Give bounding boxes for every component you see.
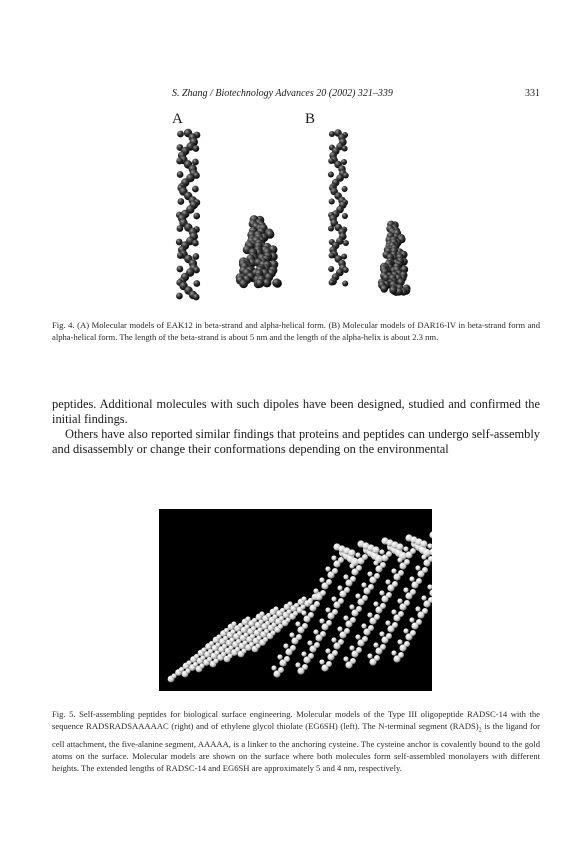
figure-5-caption: [52, 708, 540, 775]
figure-4-caption: Fig. 4. (A) Molecular models of EAK12 in beta-strand and alpha-helical form. (B) Molecular models of DAR16-IV in beta-strand form and alpha-helical form. The length of the beta-strand is about 5 nm and the length of the alpha-helix is about 2.3 nm.: [52, 320, 540, 343]
figure-5-monolayer-svg: [159, 509, 432, 691]
paragraph-2: Others have also reported similar findings that proteins and peptides can undergo self-assembly and disassembly or change their conformations depending on the environmental: [52, 427, 540, 456]
body-text: [52, 397, 540, 457]
page-number: 331: [525, 88, 540, 99]
figure-5-caption-subscript: 2: [478, 728, 482, 735]
dar16-alpha-helix-model: [378, 221, 411, 296]
journal-citation: S. Zhang / Biotechnology Advances 20 (2002) 321–339: [172, 88, 393, 99]
figure-5-caption-part-1: Fig. 5. Self-assembling peptides for biological surface engineering. Molecular models of the Type III oligopeptide RADSC-14 with the sequence RADSRADSAAAAAC (right) and of ethylene glycol thiolate (EG6SH) (left). The N-terminal segment (RADS): [52, 709, 540, 732]
figure-4-molecular-models: [160, 125, 430, 305]
paragraph-1: peptides. Additional molecules with such dipoles have been designed, studied and confirmed the initial findings.: [52, 397, 540, 426]
panel-label-b: B: [305, 111, 316, 127]
eak12-alpha-helix-model: [236, 215, 282, 288]
running-head: [52, 88, 540, 102]
figure-5-monolayer-image: [159, 509, 432, 691]
figure-5-caption-part-2: is the ligand for cell attachment, the five-alanine segment, AAAAA, is a linker to the anchoring cysteine. The cysteine anchor is covalently bound to the gold atoms on the surface. Molecular models are shown on the surface where both molecules form self-assembled monolayers with different heights. The extended lengths of RADSC-14 and EG6SH are approximately 5 and 4 nm, respectively.: [52, 721, 540, 774]
panel-label-a: A: [172, 111, 183, 127]
dar16-beta-strand-model: [328, 129, 349, 286]
eak12-beta-strand-model: [176, 129, 201, 301]
